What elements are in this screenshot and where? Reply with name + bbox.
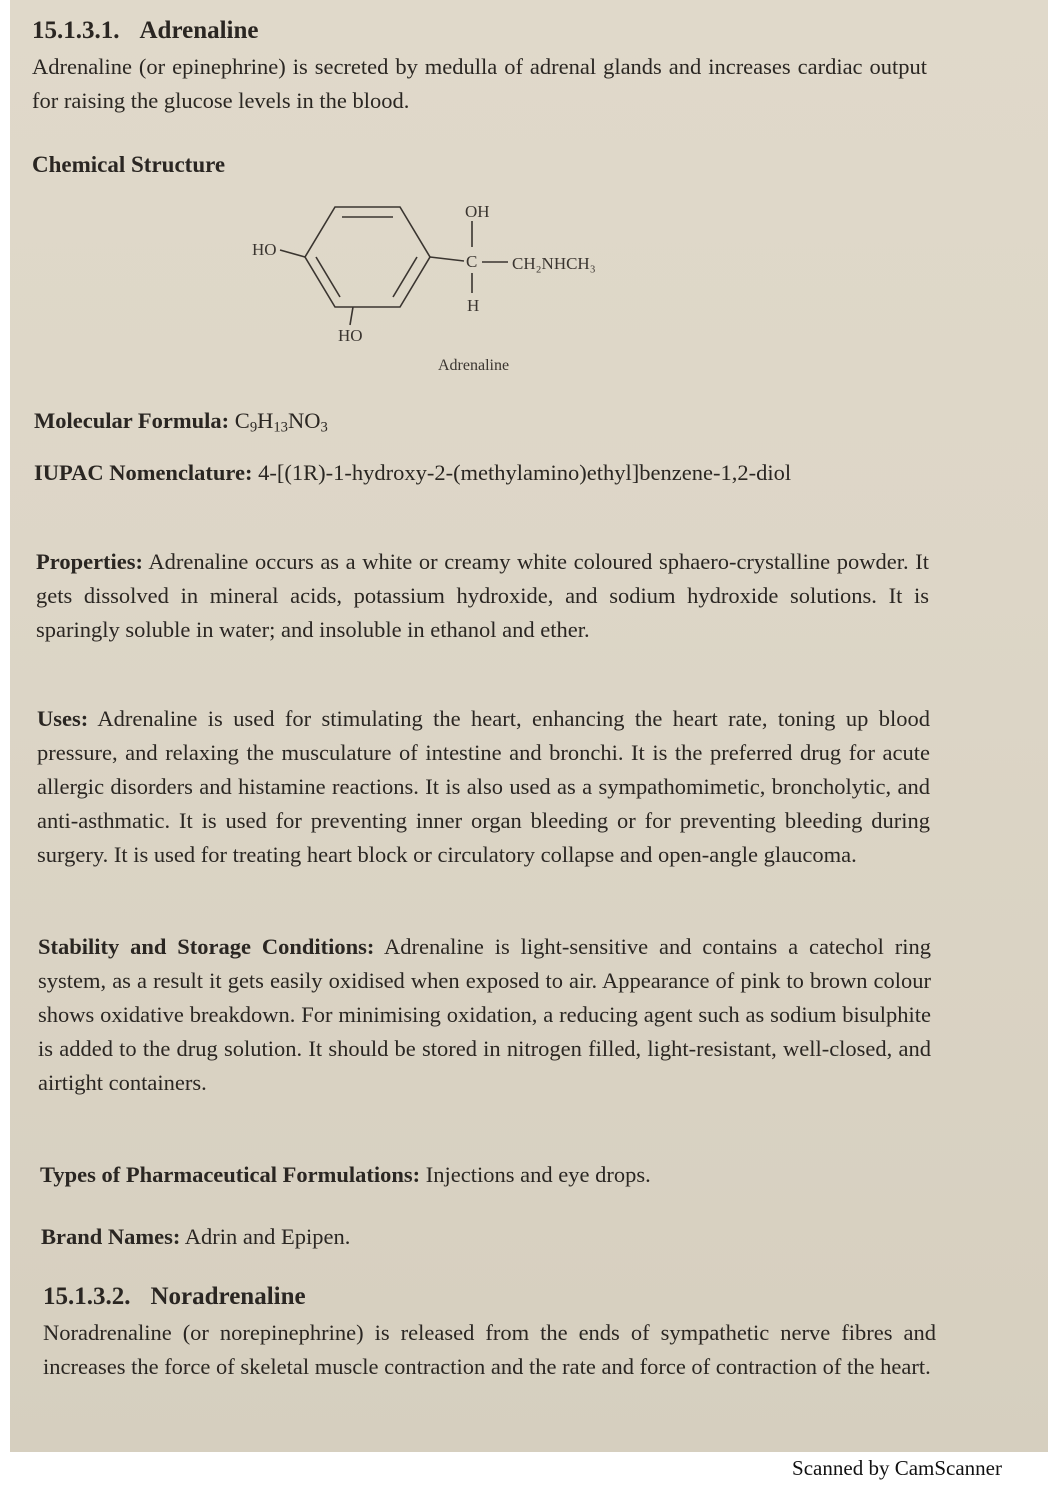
ring-double-bond-right bbox=[393, 257, 417, 297]
chemical-structure-heading: Chemical Structure bbox=[32, 152, 226, 177]
previous-page-fragment bbox=[370, 0, 730, 8]
adrenaline-intro: Adrenaline (or epinephrine) is secreted by medulla of adrenal glands and increases cardiac output for raising the glucose levels in the blood. bbox=[32, 54, 927, 113]
stability-text: Adrenaline is light-sensitive and contains a catechol ring system, as a result it gets easily oxidised when exposed to air. Appearance of pink to brown colour shows oxidative breakdown. For minimising oxidation, a reducing agent such as sodium bisulphite is added to the drug solution. It should be stored in nitrogen filled, light-resistant, well-closed, and airtight containers. bbox=[38, 934, 931, 1095]
label-oh-top: OH bbox=[465, 202, 490, 221]
formula-no: NO bbox=[287, 408, 321, 433]
scanned-page bbox=[10, 0, 1048, 1452]
label-ho-bottom: HO bbox=[338, 326, 363, 345]
label-carbon: C bbox=[466, 252, 478, 271]
section-heading-adrenaline bbox=[32, 14, 259, 48]
formulations-text: Injections and eye drops. bbox=[425, 1162, 651, 1187]
molecular-formula-value bbox=[234, 408, 328, 436]
noradrenaline-intro: Noradrenaline (or norepinephrine) is released from the ends of sympathetic nerve fibres and increases the force of skeletal muscle contraction and the rate and force of contraction of the heart. bbox=[43, 1320, 936, 1379]
formulations-line bbox=[40, 1158, 933, 1192]
section-number: 15.1.3.1. bbox=[32, 17, 120, 44]
label-side-chain: CH₂NHCH₃ bbox=[512, 254, 596, 273]
scanner-watermark: Scanned by CamScanner bbox=[792, 1456, 1002, 1480]
uses-label: Uses: bbox=[37, 706, 89, 731]
iupac-line bbox=[34, 456, 927, 490]
molecular-formula-line bbox=[34, 404, 924, 445]
section-heading-noradrenaline bbox=[43, 1280, 306, 1314]
stability-label: Stability and Storage Conditions: bbox=[38, 934, 375, 959]
formula-c: C bbox=[234, 408, 250, 433]
label-h-bottom: H bbox=[467, 296, 480, 315]
label-ho-left: HO bbox=[252, 240, 277, 259]
ring-double-bond-left bbox=[316, 257, 340, 297]
iupac-value: 4-[(1R)-1-hydroxy-2-(methylamino)ethyl]benzene-1,2-diol bbox=[258, 460, 792, 485]
stability-paragraph bbox=[38, 930, 931, 1100]
bond-ho-left bbox=[280, 250, 305, 257]
brand-names-label: Brand Names: bbox=[41, 1224, 181, 1249]
molecular-formula-label: Molecular Formula: bbox=[34, 408, 230, 433]
formula-o-count: 3 bbox=[320, 419, 328, 436]
ring-hexagon bbox=[305, 207, 430, 307]
brand-names-line bbox=[41, 1220, 934, 1254]
bond-ring-carbon bbox=[430, 257, 464, 261]
structure-caption: Adrenaline bbox=[438, 357, 510, 374]
brand-names-text: Adrin and Epipen. bbox=[184, 1224, 351, 1249]
section-title: Adrenaline bbox=[139, 17, 259, 44]
uses-text: Adrenaline is used for stimulating the heart, enhancing the heart rate, toning up blood pressure, and relaxing the musculature of intestine and bronchi. It is the preferred drug for acute allergic disorders and histamine reactions. It is also used as a sympathomimetic, broncholytic, and anti-asthmatic. It is used for preventing inner organ bleeding or for preventing bleeding during surgery. It is used for treating heart block or circulatory collapse and open-angle glaucoma. bbox=[37, 706, 930, 867]
bond-ho-bottom bbox=[350, 307, 353, 325]
formula-h: H bbox=[257, 408, 274, 433]
formula-c-count: 9 bbox=[249, 419, 258, 436]
adrenaline-structure-diagram bbox=[250, 195, 610, 385]
formula-h-count: 13 bbox=[273, 419, 288, 436]
iupac-label: IUPAC Nomenclature: bbox=[34, 460, 253, 485]
uses-paragraph bbox=[37, 702, 930, 872]
section-title: Noradrenaline bbox=[150, 1283, 306, 1310]
properties-paragraph bbox=[36, 545, 929, 647]
properties-label: Properties: bbox=[36, 549, 144, 574]
formulations-label: Types of Pharmaceutical Formulations: bbox=[40, 1162, 421, 1187]
properties-text: Adrenaline occurs as a white or creamy white coloured sphaero-crystalline powder. It gets dissolved in mineral acids, potassium hydroxide, and sodium hydroxide solutions. It is sparingly soluble in water; and insoluble in ethanol and ether. bbox=[36, 549, 929, 642]
section-number: 15.1.3.2. bbox=[43, 1283, 131, 1310]
